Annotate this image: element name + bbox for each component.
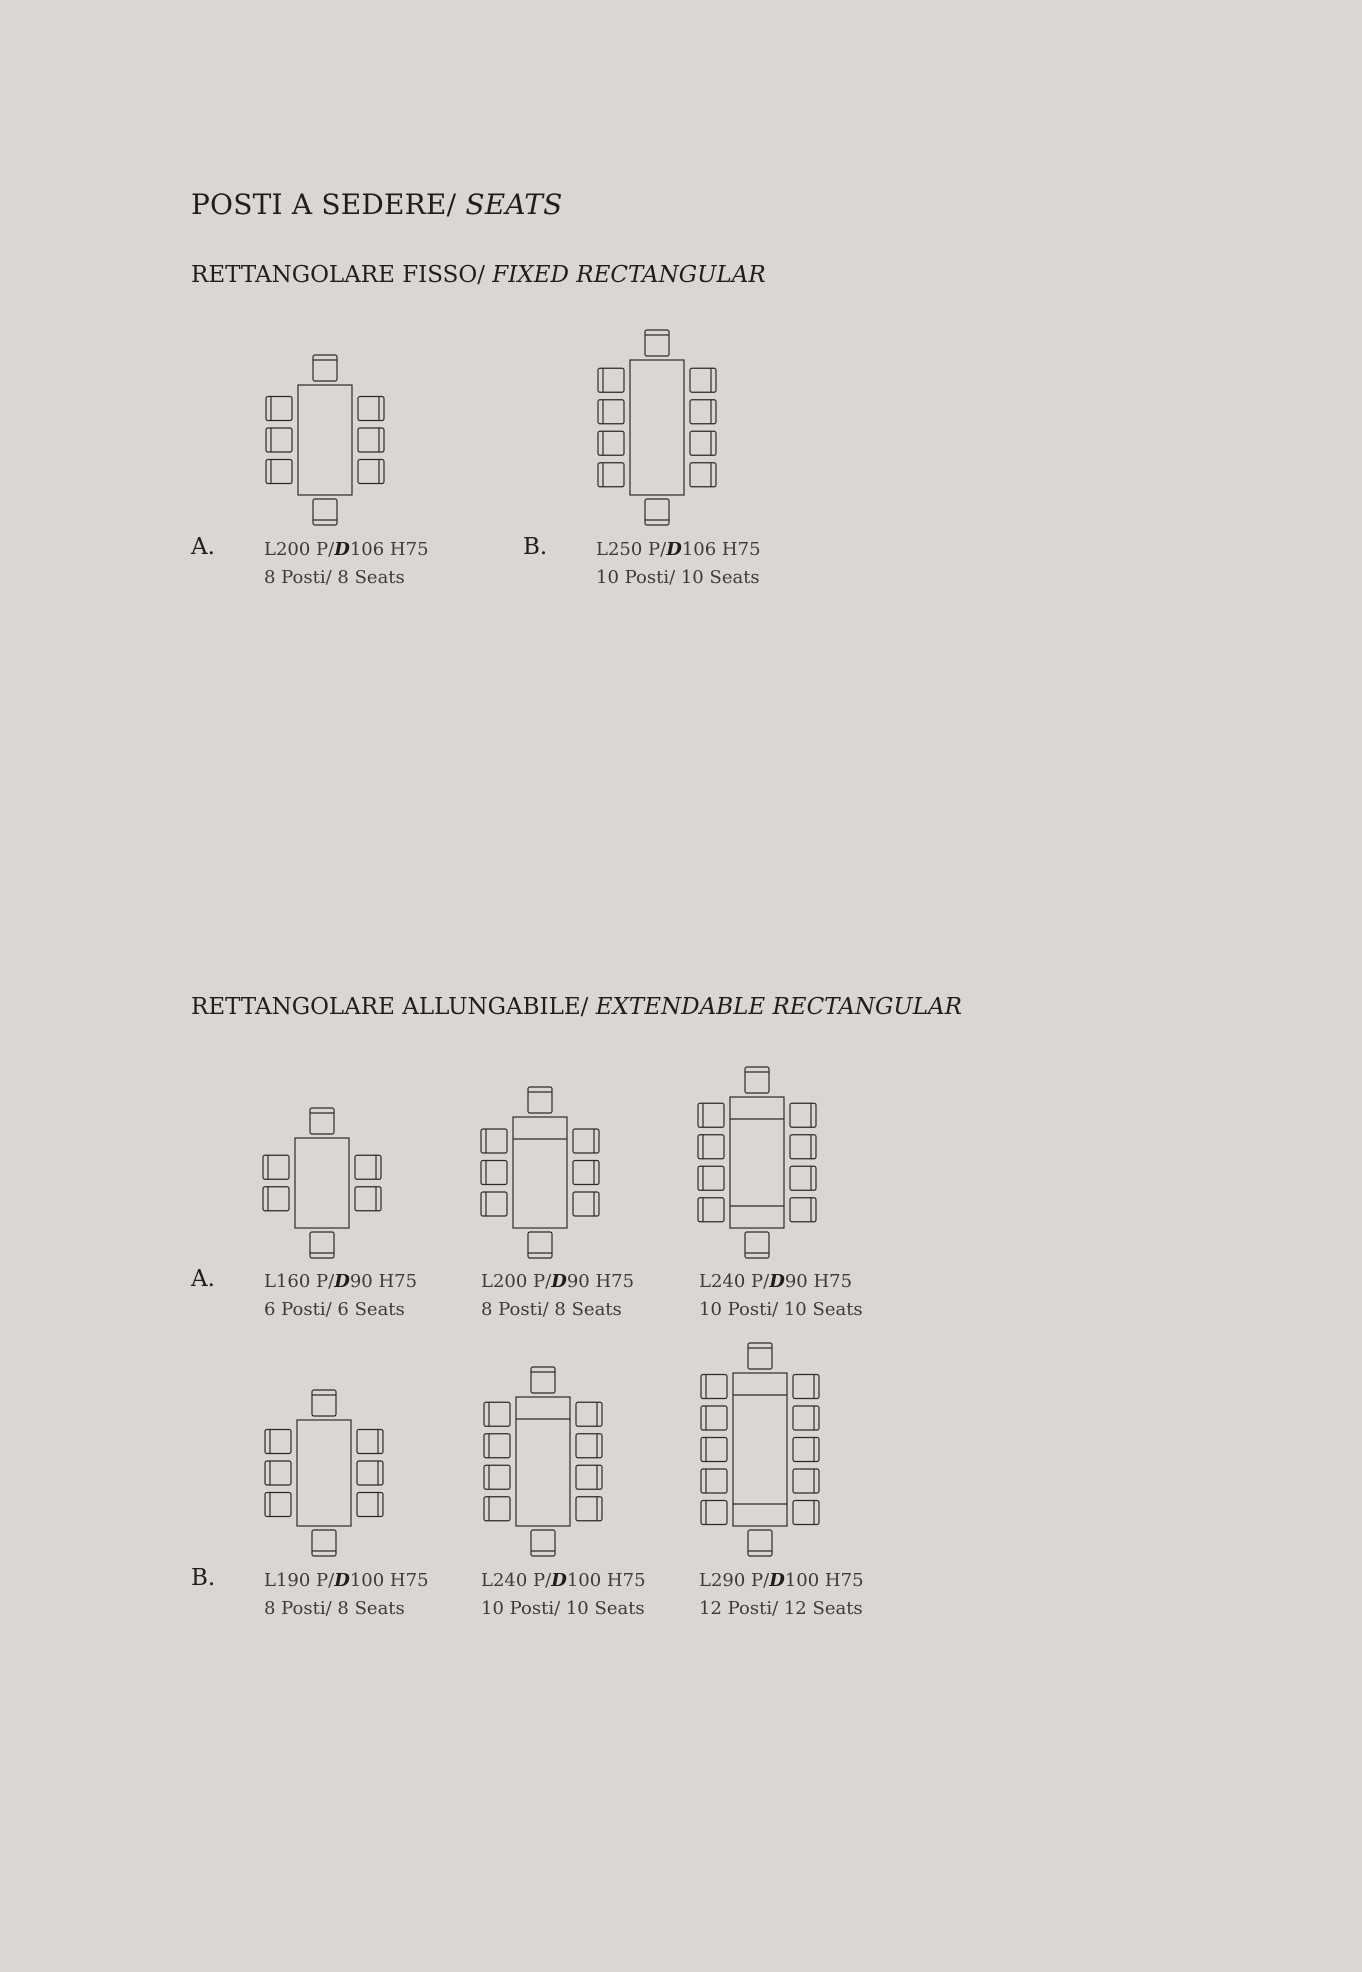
row-letter-fixed-a: A. — [191, 534, 215, 560]
chair-icon — [793, 1406, 819, 1430]
chair-icon — [698, 1135, 724, 1159]
spec-ext-l160 — [264, 1268, 417, 1324]
chair-icon — [698, 1198, 724, 1222]
chair-icon — [355, 1155, 381, 1179]
row-letter-fixed-b: B. — [523, 534, 548, 560]
chair-icon — [263, 1187, 289, 1211]
chair-icon — [484, 1402, 510, 1426]
section-title-fixed: RETTANGOLARE FISSO/ FIXED RECTANGULAR — [191, 262, 766, 288]
chair-icon — [310, 1108, 334, 1134]
seats-text: 10 Posti/ 10 Seats — [481, 1598, 645, 1619]
chair-icon — [481, 1129, 507, 1153]
chair-icon — [790, 1166, 816, 1190]
chair-icon — [698, 1166, 724, 1190]
chair-icon — [263, 1155, 289, 1179]
dimensions-text: L190 P/D100 H75 — [264, 1570, 429, 1591]
chair-icon — [745, 1232, 769, 1258]
chair-icon — [266, 397, 292, 421]
spec-ext-l290 — [699, 1567, 864, 1623]
dimensions-text: L240 P/D100 H75 — [481, 1570, 646, 1591]
chair-icon — [484, 1465, 510, 1489]
chair-icon — [690, 463, 716, 487]
chair-icon — [573, 1129, 599, 1153]
chair-icon — [531, 1367, 555, 1393]
section-title-extendable: RETTANGOLARE ALLUNGABILE/ EXTENDABLE RECTANGULAR — [191, 994, 962, 1020]
spec-ext-l240 — [699, 1268, 863, 1324]
table-top — [295, 1138, 349, 1228]
table-top — [733, 1373, 787, 1526]
chair-icon — [265, 1461, 291, 1485]
table-plan-ext-l290 — [698, 1343, 822, 1556]
chair-icon — [266, 428, 292, 452]
spec-ext-l190 — [264, 1567, 429, 1623]
chair-icon — [357, 1493, 383, 1517]
spec-ext-l200 — [481, 1268, 634, 1324]
seats-text: 8 Posti/ 8 Seats — [481, 1299, 622, 1320]
table-top — [298, 385, 352, 495]
dimensions-text: L240 P/D90 H75 — [699, 1271, 853, 1292]
chair-icon — [701, 1438, 727, 1462]
chair-icon — [701, 1501, 727, 1525]
chair-icon — [357, 1430, 383, 1454]
chair-icon — [484, 1497, 510, 1521]
chair-icon — [358, 397, 384, 421]
spec-fixed-l250 — [596, 536, 761, 592]
dimensions-text: L160 P/D90 H75 — [264, 1271, 418, 1292]
chair-icon — [793, 1375, 819, 1399]
chair-icon — [598, 431, 624, 455]
chair-icon — [310, 1232, 334, 1258]
chair-icon — [312, 1530, 336, 1556]
chair-icon — [793, 1501, 819, 1525]
table-plan-ext-l190 — [262, 1390, 386, 1556]
table-plan-ext-l240-b — [481, 1367, 605, 1556]
table-plan-ext-l160 — [262, 1108, 382, 1258]
dimensions-text: L200 P/D106 H75 — [264, 539, 429, 560]
table-top — [516, 1397, 570, 1526]
seats-text: 10 Posti/ 10 Seats — [699, 1299, 863, 1320]
seats-text: 10 Posti/ 10 Seats — [596, 567, 760, 588]
chair-icon — [598, 463, 624, 487]
chair-icon — [701, 1406, 727, 1430]
chair-icon — [528, 1087, 552, 1113]
chair-icon — [355, 1187, 381, 1211]
chair-icon — [528, 1232, 552, 1258]
seats-text: 8 Posti/ 8 Seats — [264, 1598, 405, 1619]
chair-icon — [690, 368, 716, 392]
chair-icon — [481, 1192, 507, 1216]
seats-text: 8 Posti/ 8 Seats — [264, 567, 405, 588]
chair-icon — [701, 1469, 727, 1493]
chair-icon — [790, 1198, 816, 1222]
chair-icon — [312, 1390, 336, 1416]
table-top — [513, 1117, 567, 1228]
chair-icon — [576, 1465, 602, 1489]
chair-icon — [481, 1161, 507, 1185]
chair-icon — [313, 499, 337, 525]
chair-icon — [576, 1497, 602, 1521]
chair-icon — [690, 400, 716, 424]
row-letter-ext-b: B. — [191, 1565, 216, 1591]
chair-icon — [698, 1103, 724, 1127]
chair-icon — [265, 1493, 291, 1517]
chair-icon — [745, 1067, 769, 1093]
chair-icon — [793, 1469, 819, 1493]
chair-icon — [690, 431, 716, 455]
chair-icon — [573, 1192, 599, 1216]
chair-icon — [790, 1103, 816, 1127]
chair-icon — [573, 1161, 599, 1185]
table-plan-fixed-l250 — [595, 330, 719, 525]
table-plan-fixed-l200 — [263, 355, 387, 525]
chair-icon — [701, 1375, 727, 1399]
seats-text: 6 Posti/ 6 Seats — [264, 1299, 405, 1320]
seats-text: 12 Posti/ 12 Seats — [699, 1598, 863, 1619]
chair-icon — [748, 1343, 772, 1369]
spec-fixed-l200 — [264, 536, 429, 592]
chair-icon — [598, 368, 624, 392]
chair-icon — [531, 1530, 555, 1556]
chair-icon — [313, 355, 337, 381]
table-plan-ext-l240 — [697, 1067, 817, 1258]
dimensions-text: L200 P/D90 H75 — [481, 1271, 635, 1292]
chair-icon — [598, 400, 624, 424]
dimensions-text: L290 P/D100 H75 — [699, 1570, 864, 1591]
chair-icon — [748, 1530, 772, 1556]
chair-icon — [265, 1430, 291, 1454]
chair-icon — [266, 460, 292, 484]
chair-icon — [576, 1434, 602, 1458]
dimensions-text: L250 P/D106 H75 — [596, 539, 761, 560]
page-title: POSTI A SEDERE/ SEATS — [191, 188, 563, 221]
spec-ext-l240-b — [481, 1567, 646, 1623]
chair-icon — [358, 428, 384, 452]
chair-icon — [790, 1135, 816, 1159]
chair-icon — [357, 1461, 383, 1485]
chair-icon — [645, 499, 669, 525]
table-top — [297, 1420, 351, 1526]
chair-icon — [645, 330, 669, 356]
chair-icon — [793, 1438, 819, 1462]
table-top — [630, 360, 684, 495]
table-top — [730, 1097, 784, 1228]
table-plan-ext-l200 — [480, 1087, 600, 1258]
row-letter-ext-a: A. — [191, 1266, 215, 1292]
chair-icon — [358, 460, 384, 484]
chair-icon — [576, 1402, 602, 1426]
chair-icon — [484, 1434, 510, 1458]
